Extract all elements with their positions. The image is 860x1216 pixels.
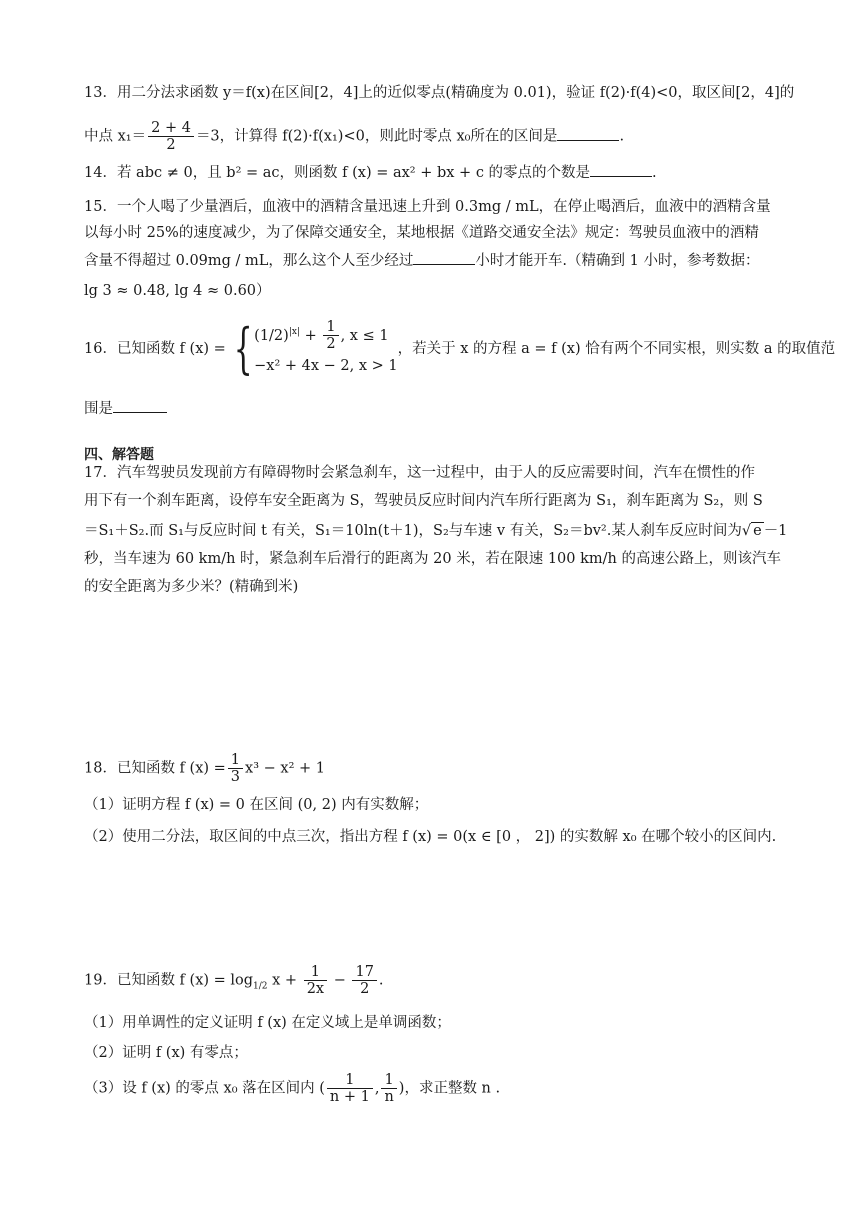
q14-text: 若 abc ≠ 0，且 b² = ac，则函数 f (x) = ax² + bx + c 的零点的个数是 bbox=[116, 165, 591, 181]
q15-line2 bbox=[84, 222, 759, 244]
q19-frac1-n: 1 bbox=[304, 964, 327, 981]
q19-part1 bbox=[84, 1012, 451, 1034]
q18-frac-n: 1 bbox=[228, 752, 243, 769]
q18-text-post: x³ − x² + 1 bbox=[245, 760, 325, 777]
q19-part2-text: （2）证明 f (x) 有零点； bbox=[84, 1045, 248, 1061]
q15-text-line3-pre: 含量不得超过 0.09mg / mL，那么这个人至少经过 bbox=[84, 253, 414, 269]
q13-text-post: ＝3，计算得 f(2)·f(x₁)<0，则此时零点 x₀所在的区间是 bbox=[195, 128, 558, 145]
q16-case2: −x² + 4x − 2, x > 1 bbox=[254, 358, 398, 375]
q19-part3-pre: （3）设 f (x) 的零点 x₀ 落在区间内 ( bbox=[84, 1080, 325, 1097]
q15-line3 bbox=[84, 250, 759, 272]
q13-frac-denominator: 2 bbox=[166, 137, 176, 153]
q18-frac-d: 3 bbox=[230, 769, 241, 785]
q13-line2 bbox=[84, 120, 624, 153]
q17-text-line4: 秒，当车速为 60 km/h 时，紧急刹车后滑行的距离为 20 米，若在限速 100 km/h 的高速公路上，则该汽车 bbox=[84, 551, 781, 567]
q16-line2 bbox=[84, 398, 167, 420]
q16-case1-frac-n: 1 bbox=[323, 319, 338, 336]
q19-frac2-n: 17 bbox=[352, 964, 376, 981]
q16-case1-frac-d: 2 bbox=[326, 336, 336, 353]
q13-fraction bbox=[148, 120, 194, 153]
q18-part2-text: （2）使用二分法，取区间的中点三次，指出方程 f (x) = 0(x ∈ [0 ， 2]) 的实数解 x₀ 在哪个较小的区间内. bbox=[84, 829, 777, 845]
q18-part1-text: （1）证明方程 f (x) = 0 在区间 (0, 2) 内有实数解； bbox=[84, 797, 429, 813]
q15-line4 bbox=[84, 280, 271, 302]
q19-part3-frac2 bbox=[381, 1072, 396, 1105]
q19-part1-text: （1）用单调性的定义证明 f (x) 在定义域上是单调函数； bbox=[84, 1015, 451, 1031]
q19-frac2 bbox=[352, 964, 376, 997]
q17-sqrt-radicand: e bbox=[753, 523, 762, 539]
q15-line1 bbox=[84, 196, 771, 218]
q16-case1 bbox=[254, 318, 398, 352]
section-heading: 四、解答题 bbox=[84, 447, 154, 463]
q19-part3-frac1-n: 1 bbox=[327, 1072, 373, 1089]
q18-part2 bbox=[84, 826, 776, 848]
q18-fraction bbox=[228, 752, 243, 785]
q13-text-pre: 中点 x₁＝ bbox=[84, 128, 147, 145]
q19-part3-frac1-d: n + 1 bbox=[329, 1089, 370, 1105]
q14-end: . bbox=[652, 165, 657, 181]
q14-line bbox=[84, 162, 657, 184]
q13-text-line1: 用二分法求函数 y＝f(x)在区间[2，4]上的近似零点(精确度为 0.01)，验证 f(2)·f(4)<0，取区间[2，4]的 bbox=[116, 85, 795, 101]
q19-part3-post: )，求正整数 n . bbox=[398, 1080, 501, 1097]
q16-text-line2: 围是 bbox=[84, 401, 113, 417]
q19-minus: − bbox=[329, 972, 351, 989]
q16-cases bbox=[254, 318, 398, 380]
q13-number: 13． bbox=[84, 85, 117, 101]
q18-line1 bbox=[84, 752, 325, 785]
q18-text-pre: 已知函数 f (x) = bbox=[116, 760, 226, 777]
q19-number: 19． bbox=[84, 972, 117, 989]
q17-number: 17． bbox=[84, 465, 117, 481]
q16-case1-cond: , x ≤ 1 bbox=[340, 327, 389, 344]
q15-text-line4: lg 3 ≈ 0.48, lg 4 ≈ 0.60） bbox=[84, 283, 271, 299]
q17-line2 bbox=[84, 490, 763, 512]
q16-case1-tail: + bbox=[304, 327, 322, 344]
q13-frac-numerator: 2 + 4 bbox=[148, 120, 194, 137]
q19-frac1 bbox=[304, 964, 327, 997]
q15-answer-blank[interactable] bbox=[413, 250, 475, 265]
q17-sqrt: √ e bbox=[741, 523, 762, 539]
q15-text-line2: 以每小时 25%的速度减少，为了保障交通安全，某地根据《道路交通安全法》规定：驾驶员血液中的酒精 bbox=[84, 225, 759, 241]
q13-line1 bbox=[84, 82, 794, 104]
q16-case1-frac bbox=[323, 319, 338, 352]
q16-text-pre: 已知函数 f (x) = bbox=[116, 341, 226, 358]
q17-text-line1: 汽车驾驶员发现前方有障碍物时会紧急刹车，这一过程中，由于人的反应需要时间，汽车在惯性的作 bbox=[116, 465, 755, 481]
q15-number: 15． bbox=[84, 199, 117, 215]
q19-log-base: 1/2 bbox=[253, 981, 268, 992]
q17-text-line2: 用下有一个刹车距离，设停车安全距离为 S，驾驶员反应时间内汽车所行距离为 S₁，刹车距离为 S₂，则 S bbox=[84, 493, 763, 509]
q19-part3-frac2-n: 1 bbox=[381, 1072, 396, 1089]
q16-case1-base: (1/2) bbox=[254, 327, 289, 344]
q15-text-line3-post: 小时才能开车.（精确到 1 小时，参考数据： bbox=[475, 253, 760, 269]
q16-brace: { bbox=[233, 317, 253, 381]
q15-text-line1: 一个人喝了少量酒后，血液中的酒精含量迅速上升到 0.3mg / mL，在停止喝酒后，血液中的酒精含量 bbox=[116, 199, 771, 215]
q16-line1 bbox=[84, 318, 835, 380]
q19-part3: （3）设 f (x) 的零点 x₀ 落在区间内 ( $\frac{1}{n + 1}$ , $\frac{1}{n}$ )，求正整数 n . bbox=[84, 1072, 501, 1105]
q19-part2 bbox=[84, 1042, 248, 1064]
q17-line5 bbox=[84, 576, 298, 598]
q19-part3-frac2-d: n bbox=[384, 1089, 394, 1105]
q17-line1 bbox=[84, 462, 755, 484]
q16-answer-blank[interactable] bbox=[113, 398, 167, 413]
q17-text-line5: 的安全距离为多少米？(精确到米) bbox=[84, 579, 299, 595]
q17-line3 bbox=[84, 520, 787, 542]
q13-end: . bbox=[619, 128, 625, 145]
q19-line1 bbox=[84, 964, 384, 1001]
q18-number: 18． bbox=[84, 760, 117, 777]
q13-answer-blank[interactable] bbox=[557, 126, 619, 141]
q19-text-pre: 已知函数 f (x) = log bbox=[116, 972, 254, 989]
q17-text-line3-post: －1 bbox=[763, 523, 788, 539]
q19-end: . bbox=[378, 972, 384, 989]
q14-answer-blank[interactable] bbox=[590, 162, 652, 177]
q19-part3-frac1 bbox=[327, 1072, 373, 1105]
q18-part1 bbox=[84, 794, 428, 816]
q16-number: 16． bbox=[84, 341, 117, 358]
q19-text-mid: x + bbox=[267, 972, 302, 989]
q19-frac2-d: 2 bbox=[360, 981, 370, 997]
q17-text-line3-pre: ＝S₁＋S₂.而 S₁与反应时间 t 有关，S₁＝10ln(t＋1)，S₂与车速 v 有关，S₂＝bv².某人刹车反应时间为 bbox=[84, 523, 742, 539]
q17-line4 bbox=[84, 548, 781, 570]
q19-frac1-d: 2x bbox=[306, 981, 325, 997]
q14-number: 14． bbox=[84, 165, 117, 181]
q16-case1-exp: |x| bbox=[288, 327, 300, 337]
q16-text-post: ，若关于 x 的方程 a = f (x) 恰有两个不同实根，则实数 a 的取值范 bbox=[397, 341, 836, 358]
